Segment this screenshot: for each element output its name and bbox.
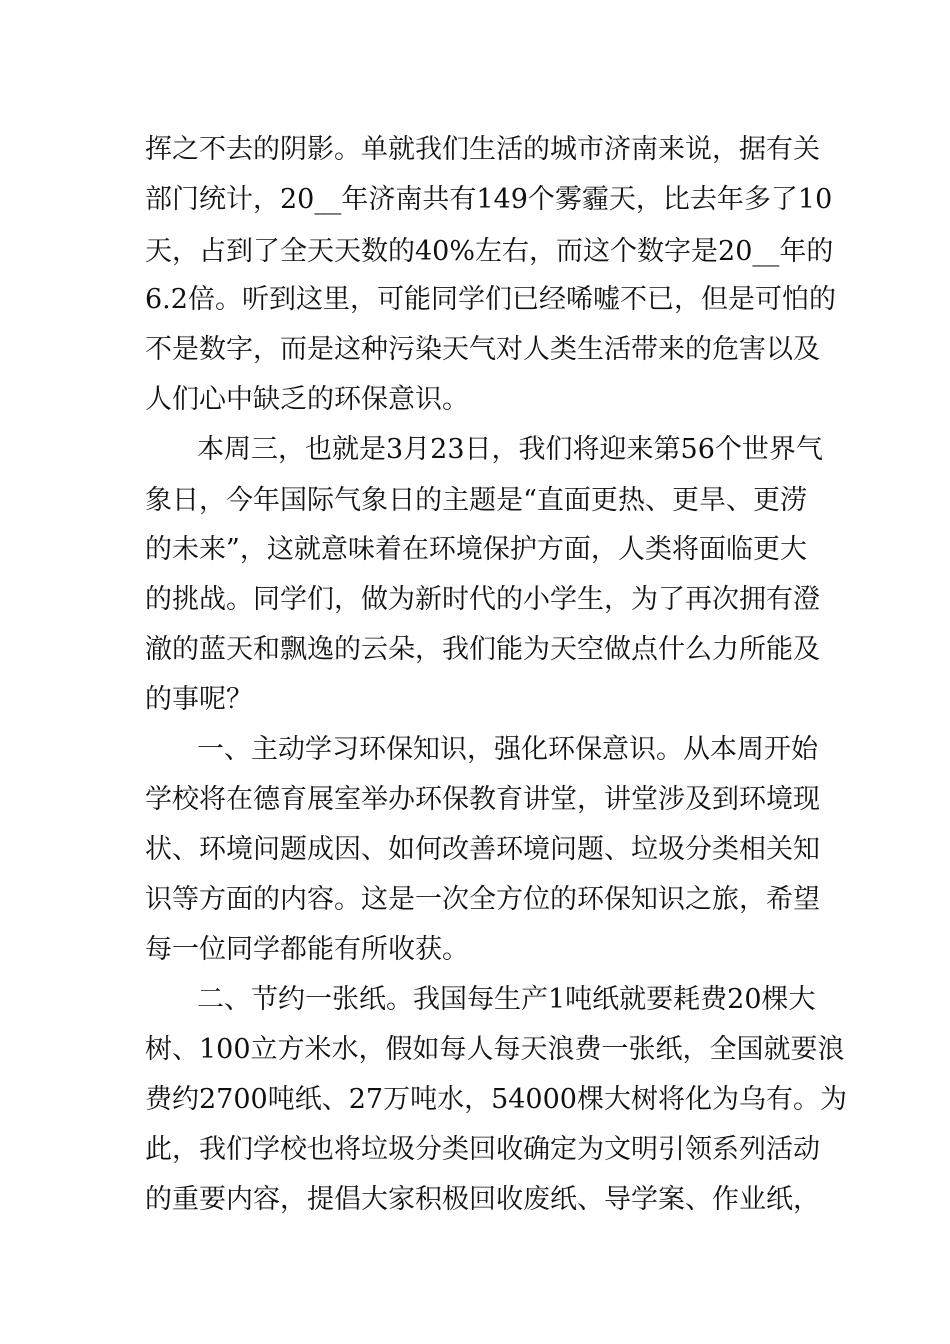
- text-line: 象日，今年国际气象日的主题是“直面更热、更旱、更涝: [145, 485, 807, 516]
- text-line: 此，我们学校也将垃圾分类回收确定为文明引领系列活动: [145, 1134, 820, 1165]
- text-line: 挥之不去的阴影。单就我们生活的城市济南来说，据有关: [145, 134, 820, 165]
- text-line: 费约2700吨纸、27万吨水，54000棵大树将化为乌有。为: [145, 1084, 847, 1115]
- text-line: 人们心中缺乏的环保意识。: [145, 384, 469, 415]
- paragraph-first-line: 本周三，也就是3月23日，我们将迎来第56个世界气: [197, 434, 823, 465]
- text-line: 的事呢？: [145, 684, 253, 715]
- text-line: 的重要内容，提倡大家积极回收废纸、导学案、作业纸，: [145, 1184, 820, 1215]
- paragraph-first-line: 一、主动学习环保知识，强化环保意识。从本周开始: [197, 734, 818, 765]
- text-line: 树、100立方米水，假如每人每天浪费一张纸，全国就要浪: [145, 1034, 845, 1065]
- text-line: 澈的蓝天和飘逸的云朵，我们能为天空做点什么力所能及: [145, 634, 820, 665]
- text-line: 不是数字，而是这种污染天气对人类生活带来的危害以及: [145, 334, 820, 365]
- text-line: 部门统计，20__年济南共有149个雾霾天，比去年多了10: [145, 184, 833, 215]
- text-line: 每一位同学都能有所收获。: [145, 934, 469, 965]
- text-line: 天，占到了全天天数的40%左右，而这个数字是20__年的: [145, 236, 834, 267]
- text-line: 学校将在德育展室举办环保教育讲堂，讲堂涉及到环境现: [145, 784, 820, 815]
- text-line: 的未来”，这就意味着在环境保护方面，人类将面临更大: [145, 534, 807, 565]
- text-line: 6.2倍。听到这里，可能同学们已经唏嘘不已，但是可怕的: [145, 284, 836, 315]
- text-line: 状、环境问题成因、如何改善环境问题、垃圾分类相关知: [145, 834, 820, 865]
- paragraph-first-line: 二、节约一张纸。我国每生产1吨纸就要耗费20棵大: [197, 984, 816, 1015]
- text-line: 的挑战。同学们，做为新时代的小学生，为了再次拥有澄: [145, 584, 820, 615]
- text-line: 识等方面的内容。这是一次全方位的环保知识之旅，希望: [145, 884, 820, 915]
